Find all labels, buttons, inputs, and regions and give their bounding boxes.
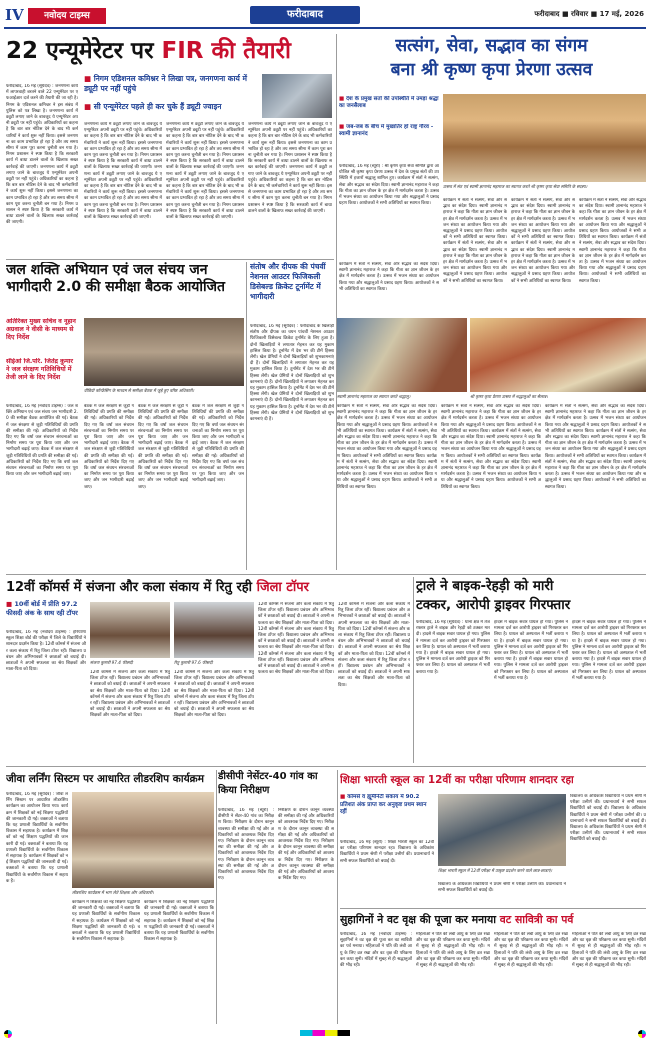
story6-body-col2: हादसे में बाइक सवार घायल हो गया। पुलिस ने मामला दर्ज कर आरोपी ड्राइवर को गिरफ्तार कर लिया है। घायल को अस्पताल में भर्ती कराया गया है। हादसे में बाइक सवार घायल हो गया। पुलिस ने मामला दर्ज कर आरोपी ड्राइवर को गिरफ्तार कर लिया है। घायल को अस्पताल में भर्ती कराया गया है। हादसे में बाइक सवार घायल हो गया। पुलिस ने मामला दर्ज कर आरोपी ड्राइवर को गिरफ्तार कर लिया है। घायल को अस्पताल में भर्ती कराया गया है। [494,620,568,681]
story2-body-col1: फरीदाबाद, 16 मई (ब्यूरो) : श्री कृष्ण कृपा सेवा समिति द्वारा आयोजित श्री कृष्ण कृपा प्रेरणा उत्सव में देश के प्रमुख संतों की उपस्थिति में हजारों श्रद्धालु शामिल हुए। कार्यक्रम में संतों ने सत्संग, सेवा और सद्भाव का संदेश दिया। स्वामी ज्ञानानंद महाराज ने कहा कि गीता का ज्ञान जीवन के हर क्षेत्र में मार्गदर्शन करता है। उत्सव में भजन संध्या का आयोजन किया गया और श्रद्धालुओं ने प्रसाद ग्रहण किया। आयोजकों ने सभी अतिथियों का स्वागत किया। [339,164,439,207]
story5-bullets [6,600,86,628]
story9-body-col1: फरीदाबाद, 16 मई (ब्यूरो) : शिक्षा भारती स्कूल का 12वीं का परीक्षा परिणाम शानदार रहा। विद्यालय के अधिकांश विद्यार्थियों ने प्रथम श्रेणी में परीक्षा उत्तीर्ण की। प्रधानाचार्य ने सभी सफल विद्यार्थियों को बधाई दी। [340,840,434,864]
story3-body-col3: बैठक में जल संरक्षण से जुड़ी गतिविधियों की प्रगति की समीक्षा की गई। अधिकारियों को निर्देश दिए गए कि वर्षा जल संचयन संरचनाओं का निर्माण समय पर पूरा किया जाए और जन भागीदारी बढ़ाई जाए। बैठक में जल संरक्षण से जुड़ी गतिविधियों की प्रगति की समीक्षा की गई। अधिकारियों को निर्देश दिए गए कि वर्षा जल संचयन संरचनाओं का निर्माण समय पर पूरा किया जाए और जन भागीदारी बढ़ाई जाए। [138,404,188,490]
dateline: फरीदाबाद ■ रविवार ■ 17 मई, 2026 [534,10,644,18]
story4-headline: संतोष और दीपक की पंचवीं नेशनल आउटर फिजिकली डिसेबल्ड क्रिकेट टूर्नामेंट में भागीदारी [250,262,326,301]
story8-headline: डीसीपी नेसेंटर-40 गांव का किया निरीक्षण [218,771,318,796]
story1-photo [262,74,332,118]
story5-photo-caption1: संजना कुमारी 97.4 फीसदी [90,660,133,665]
story3-body-col4: बैठक में जल संरक्षण से जुड़ी गतिविधियों की प्रगति की समीक्षा की गई। अधिकारियों को निर्देश दिए गए कि वर्षा जल संचयन संरचनाओं का निर्माण समय पर पूरा किया जाए और जन भागीदारी बढ़ाई जाए। बैठक में जल संरक्षण से जुड़ी गतिविधियों की प्रगति की समीक्षा की गई। अधिकारियों को निर्देश दिए गए कि वर्षा जल संचयन संरचनाओं का निर्माण समय पर पूरा किया जाए और जन भागीदारी बढ़ाई जाए। [192,404,244,484]
story3-bullet: अतिरिक्त मुख्य सचिव व नूहान अग्रवाल ने वीसी के माध्यम से दिए निर्देश [6,318,76,341]
story5-bullet: ■ 10वीं बोर्ड में प्रीति 97.2 फीसदी अंक के साथ रही टॉपर [6,600,78,617]
story9-body-col2: विद्यालय के अधिकांश विद्यार्थियों ने प्रथम श्रेणी में परीक्षा उत्तीर्ण की। प्रधानाचार्य ने सभी सफल विद्यार्थियों को बधाई दी। विद्यालय के अधिकांश विद्यार्थियों ने प्रथम श्रेणी में परीक्षा उत्तीर्ण की। प्रधानाचार्य ने सभी सफल विद्यार्थियों को बधाई दी। विद्यालय के अधिकांश विद्यार्थियों ने प्रथम श्रेणी में परीक्षा उत्तीर्ण की। प्रधानाचार्य ने सभी सफल विद्यार्थियों को बधाई दी। [570,794,646,843]
story9-photo [438,794,566,866]
masthead [0,0,650,30]
story2-body-col7: कार्यक्रम में संतों ने सत्संग, सेवा और सद्भाव का संदेश दिया। स्वामी ज्ञानानंद महाराज ने कहा कि गीता का ज्ञान जीवन के हर क्षेत्र में मार्गदर्शन करता है। उत्सव में भजन संध्या का आयोजन किया गया और श्रद्धालुओं ने प्रसाद ग्रहण किया। आयोजकों ने सभी अतिथियों का स्वागत किया। कार्यक्रम में संतों ने सत्संग, सेवा और सद्भाव का संदेश दिया। स्वामी ज्ञानानंद महाराज ने कहा कि गीता का ज्ञान जीवन के हर क्षेत्र में मार्गदर्शन करता है। उत्सव में भजन संध्या का आयोजन किया गया और श्रद्धालुओं ने प्रसाद ग्रहण किया। आयोजकों ने सभी अतिथियों का स्वागत किया। कार्यक्रम में संतों ने सत्संग, सेवा और सद्भाव का संदेश दिया। स्वामी ज्ञानानंद महाराज ने कहा कि गीता का ज्ञान जीवन के हर क्षेत्र में मार्गदर्शन करता है। उत्सव में भजन संध्या का आयोजन किया गया और श्रद्धालुओं ने प्रसाद ग्रहण किया। आयोजकों ने सभी अतिथियों का स्वागत किया। [441,404,541,490]
story9-photo-caption: शिक्षा भारती स्कूल में 12वीं परीक्षा में उत्कृष्ट प्रदर्शन करने वाले छात्र-छात्राएं। [438,868,553,873]
story3-photo [84,318,244,386]
story1-body-col1: फरीदाबाद, 16 मई (सूर्यदेव) : जनगणना कार्य में लापरवाही बरतने वाले 22 एन्यूमेरेटर पर एफआईआर दर्ज करने की तैयारी की जा रही है। निगम के एडिशनल कमिश्नर ने इस संबंध में पुलिस को पत्र लिखा है। जनगणना कार्य में ड्यूटी लगाए जाने के बावजूद ये एन्यूमेरेटर अपनी ड्यूटी पर नहीं पहुंचे। अधिकारियों का कहना है कि बार बार नोटिस देने के बाद भी कर्मचारियों ने कार्य शुरू नहीं किया। इससे जनगणना का काम प्रभावित हो रहा है और तय समय सीमा में काम पूरा करना चुनौती बन गया है। निगम प्रशासन ने स्पष्ट किया है कि सरकारी कार्य में बाधा डालने वालों के खिलाफ सख्त कार्रवाई की जाएगी। जनगणना कार्य में ड्यूटी लगाए जाने के बावजूद ये एन्यूमेरेटर अपनी ड्यूटी पर नहीं पहुंचे। अधिकारियों का कहना है कि बार बार नोटिस देने के बाद भी कर्मचारियों ने कार्य शुरू नहीं किया। इससे जनगणना का काम प्रभावित हो रहा है और तय समय सीमा में काम पूरा करना चुनौती बन गया है। निगम प्रशासन ने स्पष्ट किया है कि सरकारी कार्य में बाधा डालने वालों के खिलाफ सख्त कार्रवाई की जाएगी। [6,84,78,226]
story10-body-col2: महिलाओं ने पति की लंबी आयु के लिए व्रत रखा और वट वृक्ष की परिक्रमा कर कथा सुनी। मंदिरों में सुबह से ही श्रद्धालुओं की भीड़ रही। महिलाओं ने पति की लंबी आयु के लिए व्रत रखा और वट वृक्ष की परिक्रमा कर कथा सुनी। मंदिरों में सुबह से ही श्रद्धालुओं की भीड़ रही। [416,932,490,969]
story3-headline: जल शक्ति अभियान एवं जल संचय जन भागीदारी 2.0 की समीक्षा बैठक आयोजित [6,262,225,295]
story2-box [337,34,646,90]
story2-photo-small2 [470,318,646,392]
registration-marks [0,1030,650,1040]
story9-headline: शिक्षा भारती स्कूल का 12वीं का परीक्षा परिणाम शानदार रहा [340,774,574,786]
story7-photo-caption: लीडरशिप कार्यक्रम में भाग लेते शिक्षक और अधिकारी। [72,890,154,895]
story5-photo-caption2: रितु कुमारी 97.6 फीसदी [174,660,213,665]
story1-body-col3: जनगणना कार्य में ड्यूटी लगाए जाने के बावजूद ये एन्यूमेरेटर अपनी ड्यूटी पर नहीं पहुंचे। अधिकारियों का कहना है कि बार बार नोटिस देने के बाद भी कर्मचारियों ने कार्य शुरू नहीं किया। इससे जनगणना का काम प्रभावित हो रहा है और तय समय सीमा में काम पूरा करना चुनौती बन गया है। निगम प्रशासन ने स्पष्ट किया है कि सरकारी कार्य में बाधा डालने वालों के खिलाफ सख्त कार्रवाई की जाएगी। जनगणना कार्य में ड्यूटी लगाए जाने के बावजूद ये एन्यूमेरेटर अपनी ड्यूटी पर नहीं पहुंचे। अधिकारियों का कहना है कि बार बार नोटिस देने के बाद भी कर्मचारियों ने कार्य शुरू नहीं किया। इससे जनगणना का काम प्रभावित हो रहा है और तय समय सीमा में काम पूरा करना चुनौती बन गया है। निगम प्रशासन ने स्पष्ट किया है कि सरकारी कार्य में बाधा डालने वालों के खिलाफ सख्त कार्रवाई की जाएगी। [166,122,244,221]
story7-body-col1: फरीदाबाद, 16 मई (सूर्यदेव) : जीवा लर्निंग सिस्टम पर आधारित लीडरशिप कार्यक्रम का आयोजन किया गया। कार्यक्रम में शिक्षकों को नई शिक्षण पद्धतियों की जानकारी दी गई। वक्ताओं ने बताया कि यह प्रणाली विद्यार्थियों के सर्वांगीण विकास में सहायक है। कार्यक्रम में शिक्षकों को नई शिक्षण पद्धतियों की जानकारी दी गई। वक्ताओं ने बताया कि यह प्रणाली विद्यार्थियों के सर्वांगीण विकास में सहायक है। कार्यक्रम में शिक्षकों को नई शिक्षण पद्धतियों की जानकारी दी गई। वक्ताओं ने बताया कि यह प्रणाली विद्यार्थियों के सर्वांगीण विकास में सहायक है। [6,792,68,884]
story2-body-col5: कार्यक्रम में संतों ने सत्संग, सेवा और सद्भाव का संदेश दिया। स्वामी ज्ञानानंद महाराज ने कहा कि गीता का ज्ञान जीवन के हर क्षेत्र में मार्गदर्शन करता है। उत्सव में भजन संध्या का आयोजन किया गया और श्रद्धालुओं ने प्रसाद ग्रहण किया। आयोजकों ने सभी अतिथियों का स्वागत किया। [339,262,439,292]
story1-body-col2: जनगणना कार्य में ड्यूटी लगाए जाने के बावजूद ये एन्यूमेरेटर अपनी ड्यूटी पर नहीं पहुंचे। अधिकारियों का कहना है कि बार बार नोटिस देने के बाद भी कर्मचारियों ने कार्य शुरू नहीं किया। इससे जनगणना का काम प्रभावित हो रहा है और तय समय सीमा में काम पूरा करना चुनौती बन गया है। निगम प्रशासन ने स्पष्ट किया है कि सरकारी कार्य में बाधा डालने वालों के खिलाफ सख्त कार्रवाई की जाएगी। जनगणना कार्य में ड्यूटी लगाए जाने के बावजूद ये एन्यूमेरेटर अपनी ड्यूटी पर नहीं पहुंचे। अधिकारियों का कहना है कि बार बार नोटिस देने के बाद भी कर्मचारियों ने कार्य शुरू नहीं किया। इससे जनगणना का काम प्रभावित हो रहा है और तय समय सीमा में काम पूरा करना चुनौती बन गया है। निगम प्रशासन ने स्पष्ट किया है कि सरकारी कार्य में बाधा डालने वालों के खिलाफ सख्त कार्रवाई की जाएगी। [84,122,162,221]
story2-body-col4: कार्यक्रम में संतों ने सत्संग, सेवा और सद्भाव का संदेश दिया। स्वामी ज्ञानानंद महाराज ने कहा कि गीता का ज्ञान जीवन के हर क्षेत्र में मार्गदर्शन करता है। उत्सव में भजन संध्या का आयोजन किया गया और श्रद्धालुओं ने प्रसाद ग्रहण किया। आयोजकों ने सभी अतिथियों का स्वागत किया। कार्यक्रम में संतों ने सत्संग, सेवा और सद्भाव का संदेश दिया। स्वामी ज्ञानानंद महाराज ने कहा कि गीता का ज्ञान जीवन के हर क्षेत्र में मार्गदर्शन करता है। उत्सव में भजन संध्या का आयोजन किया गया और श्रद्धालुओं ने प्रसाद ग्रहण किया। आयोजकों ने सभी अतिथियों का स्वागत किया। [579,198,646,284]
story3-body-col2: बैठक में जल संरक्षण से जुड़ी गतिविधियों की प्रगति की समीक्षा की गई। अधिकारियों को निर्देश दिए गए कि वर्षा जल संचयन संरचनाओं का निर्माण समय पर पूरा किया जाए और जन भागीदारी बढ़ाई जाए। बैठक में जल संरक्षण से जुड़ी गतिविधियों की प्रगति की समीक्षा की गई। अधिकारियों को निर्देश दिए गए कि वर्षा जल संचयन संरचनाओं का निर्माण समय पर पूरा किया जाए और जन भागीदारी बढ़ाई जाए। [84,404,134,490]
story9-bullets [340,794,434,838]
story6-headline: ट्राले ने बाइक-रेहड़ी को मारी टक्कर, आरोपी ड्राइवर गिरफ्तार [416,578,571,613]
city-tab: फरीदाबाद [250,6,360,24]
story2-bullet: ■ जब-जब के बीच में मुखातिर हो राष्ट्र गौरव - स्वामी ज्ञानानंद [339,124,434,137]
story5-photo2 [174,602,254,658]
story8-body-col1: फरीदाबाद, 16 मई (ब्यूरो) : डीसीपी ने सेंटर-40 गांव का निरीक्षण किया। निरीक्षण के दौरान कानून व्यवस्था की समीक्षा की गई और अधिकारियों को आवश्यक निर्देश दिए गए। निरीक्षण के दौरान कानून व्यवस्था की समीक्षा की गई और अधिकारियों को आवश्यक निर्देश दिए गए। निरीक्षण के दौरान कानून व्यवस्था की समीक्षा की गई और अधिकारियों को आवश्यक निर्देश दिए गए। [218,808,274,882]
story5-headline: 12वीं कॉमर्स में संजना और कला संकाय में रितु रही जिला टॉपर [6,580,309,595]
story8-body-col2: निरीक्षण के दौरान कानून व्यवस्था की समीक्षा की गई और अधिकारियों को आवश्यक निर्देश दिए गए। निरीक्षण के दौरान कानून व्यवस्था की समीक्षा की गई और अधिकारियों को आवश्यक निर्देश दिए गए। निरीक्षण के दौरान कानून व्यवस्था की समीक्षा की गई और अधिकारियों को आवश्यक निर्देश दिए गए। निरीक्षण के दौरान कानून व्यवस्था की समीक्षा की गई और अधिकारियों को आवश्यक निर्देश दिए गए। [278,808,334,882]
story1-headline: 22 एन्यूमेरेटर पर FIR की तैयारी [6,38,291,64]
story6-body-col1: फरीदाबाद, 16 मई (सूर्यदेव) : थाना क्षेत्र में तेज रफ्तार ट्राले ने बाइक और रेहड़ी को टक्कर मार दी। हादसे में बाइक सवार घायल हो गया। पुलिस ने मामला दर्ज कर आरोपी ड्राइवर को गिरफ्तार कर लिया है। घायल को अस्पताल में भर्ती कराया गया है। हादसे में बाइक सवार घायल हो गया। पुलिस ने मामला दर्ज कर आरोपी ड्राइवर को गिरफ्तार कर लिया है। घायल को अस्पताल में भर्ती कराया गया है। [416,620,490,675]
story2-photo-caption3: स्वामी ज्ञानानंद महाराज का स्वागत करते श्रद्धालु। [337,394,411,399]
story5-body-col2: 12वीं कॉमर्स में संजना और कला संकाय में रितु जिला टॉपर रहीं। विद्यालय प्रबंधन और अभिभावकों ने छात्राओं को बधाई दी। छात्राओं ने अपनी सफलता का श्रेय शिक्षकों और माता-पिता को दिया। 12वीं कॉमर्स में संजना और कला संकाय में रितु जिला टॉपर रहीं। विद्यालय प्रबंधन और अभिभावकों ने छात्राओं को बधाई दी। छात्राओं ने अपनी सफलता का श्रेय शिक्षकों और माता-पिता को दिया। [90,670,170,719]
page-number: IV [5,6,24,24]
story2-photo-small1 [337,318,467,392]
story5-body-col4: 12वीं कॉमर्स में संजना और कला संकाय में रितु जिला टॉपर रहीं। विद्यालय प्रबंधन और अभिभावकों ने छात्राओं को बधाई दी। छात्राओं ने अपनी सफलता का श्रेय शिक्षकों और माता-पिता को दिया। 12वीं कॉमर्स में संजना और कला संकाय में रितु जिला टॉपर रहीं। विद्यालय प्रबंधन और अभिभावकों ने छात्राओं को बधाई दी। छात्राओं ने अपनी सफलता का श्रेय शिक्षकों और माता-पिता को दिया। 12वीं कॉमर्स में संजना और कला संकाय में रितु जिला टॉपर रहीं। विद्यालय प्रबंधन और अभिभावकों ने छात्राओं को बधाई दी। छात्राओं ने अपनी सफलता का श्रेय शिक्षकों और माता-पिता को दिया। [258,602,334,676]
story2-photo-caption2: श्री कृष्ण कृपा प्रेरणा उत्सव में श्रद्धालुओं का सैलाब। [470,394,548,399]
story5-body-col5: 12वीं कॉमर्स में संजना और कला संकाय में रितु जिला टॉपर रहीं। विद्यालय प्रबंधन और अभिभावकों ने छात्राओं को बधाई दी। छात्राओं ने अपनी सफलता का श्रेय शिक्षकों और माता-पिता को दिया। 12वीं कॉमर्स में संजना और कला संकाय में रितु जिला टॉपर रहीं। विद्यालय प्रबंधन और अभिभावकों ने छात्राओं को बधाई दी। छात्राओं ने अपनी सफलता का श्रेय शिक्षकों और माता-पिता को दिया। 12वीं कॉमर्स में संजना और कला संकाय में रितु जिला टॉपर रहीं। विद्यालय प्रबंधन और अभिभावकों ने छात्राओं को बधाई दी। छात्राओं ने अपनी सफलता का श्रेय शिक्षकों और माता-पिता को दिया। [338,602,410,688]
story2-bullet: ■ देश के प्रमुख संतों की उपस्थिति में उमड़ा श्रद्धा का जनसैलाब [339,96,439,109]
story2-photo-caption: उत्सव में संत एवं स्वामी ज्ञानानंद महाराज का स्वागत करते श्री कृष्ण कृपा सेवा समिति के सदस्य। [443,184,588,189]
story2-bullets [339,96,439,166]
story3-bullets [6,318,78,402]
story1-body-col4: जनगणना कार्य में ड्यूटी लगाए जाने के बावजूद ये एन्यूमेरेटर अपनी ड्यूटी पर नहीं पहुंचे। अधिकारियों का कहना है कि बार बार नोटिस देने के बाद भी कर्मचारियों ने कार्य शुरू नहीं किया। इससे जनगणना का काम प्रभावित हो रहा है और तय समय सीमा में काम पूरा करना चुनौती बन गया है। निगम प्रशासन ने स्पष्ट किया है कि सरकारी कार्य में बाधा डालने वालों के खिलाफ सख्त कार्रवाई की जाएगी। जनगणना कार्य में ड्यूटी लगाए जाने के बावजूद ये एन्यूमेरेटर अपनी ड्यूटी पर नहीं पहुंचे। अधिकारियों का कहना है कि बार बार नोटिस देने के बाद भी कर्मचारियों ने कार्य शुरू नहीं किया। इससे जनगणना का काम प्रभावित हो रहा है और तय समय सीमा में काम पूरा करना चुनौती बन गया है। निगम प्रशासन ने स्पष्ट किया है कि सरकारी कार्य में बाधा डालने वालों के खिलाफ सख्त कार्रवाई की जाएगी। [248,122,332,214]
masthead-logo: नवोदय टाइम्स [28,8,106,24]
story10-body-col1: फरीदाबाद, 16 मई (नवोदय टाइम्स) : सुहागिनों ने वट वृक्ष की पूजा कर वट सावित्री का पर्व मनाया। महिलाओं ने पति की लंबी आयु के लिए व्रत रखा और वट वृक्ष की परिक्रमा कर कथा सुनी। मंदिरों में सुबह से ही श्रद्धालुओं की भीड़ रही। [340,932,412,969]
story7-photo [72,792,214,888]
story9-bullet: ■ कॉमर्स व ह्यूमैनिटी संकाय में 90.2 प्रतिशत अंक प्राप्त कर अनुकृष्ट प्रथम स्थान रहीं [340,794,427,815]
story10-headline: सुहागिनों ने वट वृक्ष की पूजा कर मनाया वट सावित्री का पर्व [340,913,574,926]
story7-headline: जीवा लर्निंग सिस्टम पर आधारित लीडरशिप कार्यक्रम [6,773,205,785]
story2-body-col3: कार्यक्रम में संतों ने सत्संग, सेवा और सद्भाव का संदेश दिया। स्वामी ज्ञानानंद महाराज ने कहा कि गीता का ज्ञान जीवन के हर क्षेत्र में मार्गदर्शन करता है। उत्सव में भजन संध्या का आयोजन किया गया और श्रद्धालुओं ने प्रसाद ग्रहण किया। आयोजकों ने सभी अतिथियों का स्वागत किया। कार्यक्रम में संतों ने सत्संग, सेवा और सद्भाव का संदेश दिया। स्वामी ज्ञानानंद महाराज ने कहा कि गीता का ज्ञान जीवन के हर क्षेत्र में मार्गदर्शन करता है। उत्सव में भजन संध्या का आयोजन किया गया और श्रद्धालुओं ने प्रसाद ग्रहण किया। आयोजकों ने सभी अतिथियों का स्वागत किया। [511,198,575,284]
story6-body-col3: हादसे में बाइक सवार घायल हो गया। पुलिस ने मामला दर्ज कर आरोपी ड्राइवर को गिरफ्तार कर लिया है। घायल को अस्पताल में भर्ती कराया गया है। हादसे में बाइक सवार घायल हो गया। पुलिस ने मामला दर्ज कर आरोपी ड्राइवर को गिरफ्तार कर लिया है। घायल को अस्पताल में भर्ती कराया गया है। हादसे में बाइक सवार घायल हो गया। पुलिस ने मामला दर्ज कर आरोपी ड्राइवर को गिरफ्तार कर लिया है। घायल को अस्पताल में भर्ती कराया गया है। [572,620,646,681]
story4-body-col1: फरीदाबाद, 16 मई (सूर्यदेव) : फरीदाबाद के खिलाड़ी संतोष और दीपक का चयन पांचवीं नेशनल आउटर फिजिकली डिसेबल्ड क्रिकेट टूर्नामेंट के लिए हुआ है। दोनों खिलाड़ियों ने लगातार मेहनत कर यह मुकाम हासिल किया है। टूर्नामेंट में देश भर की टीमें हिस्सा लेंगी। खेल प्रेमियों ने दोनों खिलाड़ियों को शुभकामनाएं दी हैं। दोनों खिलाड़ियों ने लगातार मेहनत कर यह मुकाम हासिल किया है। टूर्नामेंट में देश भर की टीमें हिस्सा लेंगी। खेल प्रेमियों ने दोनों खिलाड़ियों को शुभकामनाएं दी हैं। दोनों खिलाड़ियों ने लगातार मेहनत कर यह मुकाम हासिल किया है। टूर्नामेंट में देश भर की टीमें हिस्सा लेंगी। खेल प्रेमियों ने दोनों खिलाड़ियों को शुभकामनाएं दी हैं। दोनों खिलाड़ियों ने लगातार मेहनत कर यह मुकाम हासिल किया है। टूर्नामेंट में देश भर की टीमें हिस्सा लेंगी। खेल प्रेमियों ने दोनों खिलाड़ियों को शुभकामनाएं दी हैं। [250,324,334,423]
story2-photo-main [443,94,646,182]
story5-body-col3: 12वीं कॉमर्स में संजना और कला संकाय में रितु जिला टॉपर रहीं। विद्यालय प्रबंधन और अभिभावकों ने छात्राओं को बधाई दी। छात्राओं ने अपनी सफलता का श्रेय शिक्षकों और माता-पिता को दिया। 12वीं कॉमर्स में संजना और कला संकाय में रितु जिला टॉपर रहीं। विद्यालय प्रबंधन और अभिभावकों ने छात्राओं को बधाई दी। छात्राओं ने अपनी सफलता का श्रेय शिक्षकों और माता-पिता को दिया। [174,670,254,719]
story5-body-col1: फरीदाबाद, 16 मई (नवोदय टाइम्स) : हरियाणा स्कूल शिक्षा बोर्ड की परीक्षा में जिले के विद्यार्थियों ने शानदार प्रदर्शन किया है। 12वीं कॉमर्स में संजना और कला संकाय में रितु जिला टॉपर रहीं। विद्यालय प्रबंधन और अभिभावकों ने छात्राओं को बधाई दी। छात्राओं ने अपनी सफलता का श्रेय शिक्षकों और माता-पिता को दिया। [6,630,86,673]
story2-body-col2: कार्यक्रम में संतों ने सत्संग, सेवा और सद्भाव का संदेश दिया। स्वामी ज्ञानानंद महाराज ने कहा कि गीता का ज्ञान जीवन के हर क्षेत्र में मार्गदर्शन करता है। उत्सव में भजन संध्या का आयोजन किया गया और श्रद्धालुओं ने प्रसाद ग्रहण किया। आयोजकों ने सभी अतिथियों का स्वागत किया। कार्यक्रम में संतों ने सत्संग, सेवा और सद्भाव का संदेश दिया। स्वामी ज्ञानानंद महाराज ने कहा कि गीता का ज्ञान जीवन के हर क्षेत्र में मार्गदर्शन करता है। उत्सव में भजन संध्या का आयोजन किया गया और श्रद्धालुओं ने प्रसाद ग्रहण किया। आयोजकों ने सभी अतिथियों का स्वागत किया। [443,198,507,284]
story2-body-col8: कार्यक्रम में संतों ने सत्संग, सेवा और सद्भाव का संदेश दिया। स्वामी ज्ञानानंद महाराज ने कहा कि गीता का ज्ञान जीवन के हर क्षेत्र में मार्गदर्शन करता है। उत्सव में भजन संध्या का आयोजन किया गया और श्रद्धालुओं ने प्रसाद ग्रहण किया। आयोजकों ने सभी अतिथियों का स्वागत किया। कार्यक्रम में संतों ने सत्संग, सेवा और सद्भाव का संदेश दिया। स्वामी ज्ञानानंद महाराज ने कहा कि गीता का ज्ञान जीवन के हर क्षेत्र में मार्गदर्शन करता है। उत्सव में भजन संध्या का आयोजन किया गया और श्रद्धालुओं ने प्रसाद ग्रहण किया। आयोजकों ने सभी अतिथियों का स्वागत किया। कार्यक्रम में संतों ने सत्संग, सेवा और सद्भाव का संदेश दिया। स्वामी ज्ञानानंद महाराज ने कहा कि गीता का ज्ञान जीवन के हर क्षेत्र में मार्गदर्शन करता है। उत्सव में भजन संध्या का आयोजन किया गया और श्रद्धालुओं ने प्रसाद ग्रहण किया। आयोजकों ने सभी अतिथियों का स्वागत किया। [545,404,646,490]
story7-body-col2: कार्यक्रम में शिक्षकों को नई शिक्षण पद्धतियों की जानकारी दी गई। वक्ताओं ने बताया कि यह प्रणाली विद्यार्थियों के सर्वांगीण विकास में सहायक है। कार्यक्रम में शिक्षकों को नई शिक्षण पद्धतियों की जानकारी दी गई। वक्ताओं ने बताया कि यह प्रणाली विद्यार्थियों के सर्वांगीण विकास में सहायक है। [72,900,140,943]
story1-bullet: ■ सी एन्यूमेरेटर पहले ही कर चुके हैं ड्यूटी ज्वाइन [84,102,222,111]
story3-bullet: सीईओ जि.परि. जितेंद्र कुमार ने जल संरक्षण गतिविधियों में तेजी लाने के दिए निर्देश [6,358,73,381]
story2-body-col6: कार्यक्रम में संतों ने सत्संग, सेवा और सद्भाव का संदेश दिया। स्वामी ज्ञानानंद महाराज ने कहा कि गीता का ज्ञान जीवन के हर क्षेत्र में मार्गदर्शन करता है। उत्सव में भजन संध्या का आयोजन किया गया और श्रद्धालुओं ने प्रसाद ग्रहण किया। आयोजकों ने सभी अतिथियों का स्वागत किया। कार्यक्रम में संतों ने सत्संग, सेवा और सद्भाव का संदेश दिया। स्वामी ज्ञानानंद महाराज ने कहा कि गीता का ज्ञान जीवन के हर क्षेत्र में मार्गदर्शन करता है। उत्सव में भजन संध्या का आयोजन किया गया और श्रद्धालुओं ने प्रसाद ग्रहण किया। आयोजकों ने सभी अतिथियों का स्वागत किया। कार्यक्रम में संतों ने सत्संग, सेवा और सद्भाव का संदेश दिया। स्वामी ज्ञानानंद महाराज ने कहा कि गीता का ज्ञान जीवन के हर क्षेत्र में मार्गदर्शन करता है। उत्सव में भजन संध्या का आयोजन किया गया और श्रद्धालुओं ने प्रसाद ग्रहण किया। आयोजकों ने सभी अतिथियों का स्वागत किया। [337,404,437,490]
story7-body-col3: कार्यक्रम में शिक्षकों को नई शिक्षण पद्धतियों की जानकारी दी गई। वक्ताओं ने बताया कि यह प्रणाली विद्यार्थियों के सर्वांगीण विकास में सहायक है। कार्यक्रम में शिक्षकों को नई शिक्षण पद्धतियों की जानकारी दी गई। वक्ताओं ने बताया कि यह प्रणाली विद्यार्थियों के सर्वांगीण विकास में सहायक है। [144,900,214,943]
story1-bullet: ■ निगम एडिशनल कमिश्नर ने लिखा पत्र, जनगणना कार्य में ड्यूटी पर नहीं पहुंचे [84,74,247,93]
story2-headline-line1: सत्संग, सेवा, सद्भाव का संगम [395,36,588,56]
story3-body-col1: फरीदाबाद, 16 मई (नवोदय टाइम्स) : जल शक्ति अभियान एवं जल संचय जन भागीदारी 2.0 की समीक्षा बैठक आयोजित की गई। बैठक में जल संरक्षण से जुड़ी गतिविधियों की प्रगति की समीक्षा की गई। अधिकारियों को निर्देश दिए गए कि वर्षा जल संचयन संरचनाओं का निर्माण समय पर पूरा किया जाए और जन भागीदारी बढ़ाई जाए। बैठक में जल संरक्षण से जुड़ी गतिविधियों की प्रगति की समीक्षा की गई। अधिकारियों को निर्देश दिए गए कि वर्षा जल संचयन संरचनाओं का निर्माण समय पर पूरा किया जाए और जन भागीदारी बढ़ाई जाए। [6,404,78,478]
story10-body-col4: महिलाओं ने पति की लंबी आयु के लिए व्रत रखा और वट वृक्ष की परिक्रमा कर कथा सुनी। मंदिरों में सुबह से ही श्रद्धालुओं की भीड़ रही। महिलाओं ने पति की लंबी आयु के लिए व्रत रखा और वट वृक्ष की परिक्रमा कर कथा सुनी। मंदिरों में सुबह से ही श्रद्धालुओं की भीड़ रही। [572,932,646,969]
story3-photo-caption: वीडियो कॉन्फ्रेंसिंग के माध्यम से समीक्षा बैठक में जुड़े हुए वरिष्ठ अधिकारी। [84,388,195,393]
story2-headline-line2: बना श्री कृष्ण कृपा प्रेरणा उत्सव [390,60,593,80]
story5-photo1 [90,602,170,658]
story10-body-col3: महिलाओं ने पति की लंबी आयु के लिए व्रत रखा और वट वृक्ष की परिक्रमा कर कथा सुनी। मंदिरों में सुबह से ही श्रद्धालुओं की भीड़ रही। महिलाओं ने पति की लंबी आयु के लिए व्रत रखा और वट वृक्ष की परिक्रमा कर कथा सुनी। मंदिरों में सुबह से ही श्रद्धालुओं की भीड़ रही। [494,932,568,969]
story9-body-col3: विद्यालय के अधिकांश विद्यार्थियों ने प्रथम श्रेणी में परीक्षा उत्तीर्ण की। प्रधानाचार्य ने सभी सफल विद्यार्थियों को बधाई दी। [438,882,566,894]
story1-bullets [84,74,258,116]
